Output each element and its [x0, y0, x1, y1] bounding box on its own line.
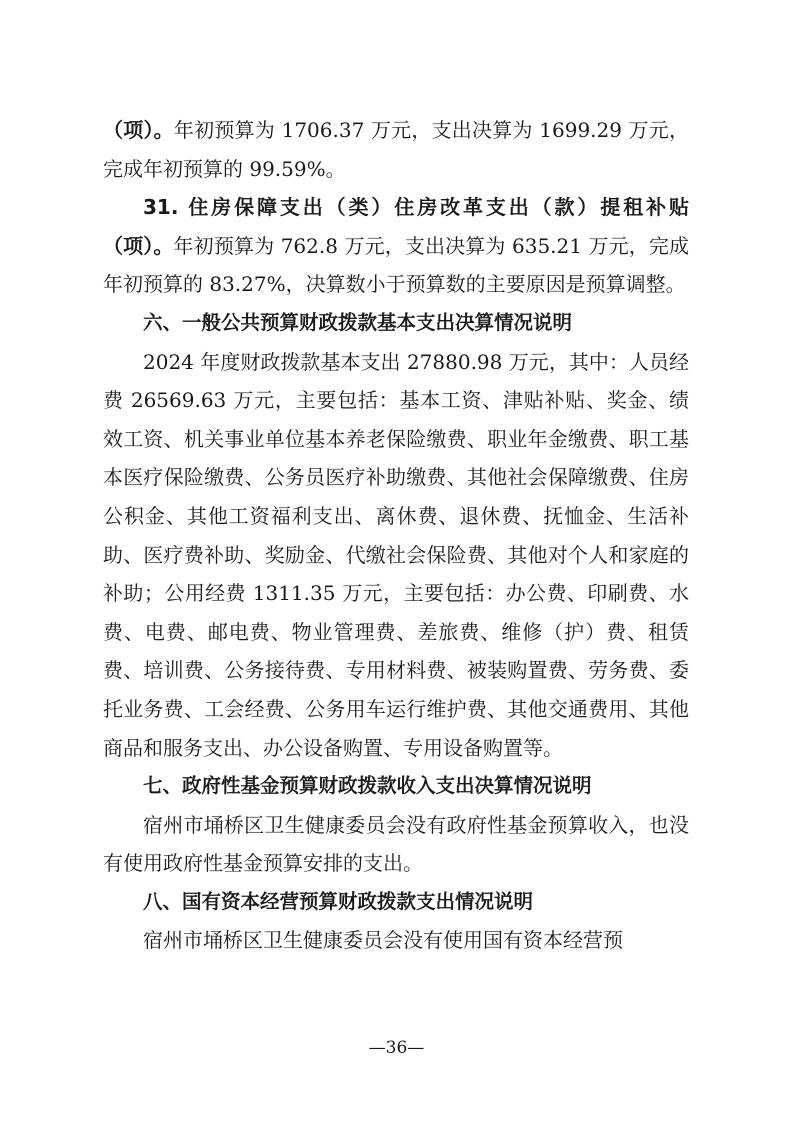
page-number: —36— [368, 1038, 425, 1058]
paragraph-government-fund: 宿州市埇桥区卫生健康委员会没有政府性基金预算收入，也没有使用政府性基金预算安排的支出。 [103, 812, 689, 876]
paragraph-state-capital: 宿州市埇桥区卫生健康委员会没有使用国有资本经营预 [143, 928, 623, 953]
paragraph-basic-expenditure: 2024 年度财政拨款基本支出 27880.98 万元，其中：人员经费 26569.63 万元，主要包括：基本工资、津贴补贴、奖金、绩效工资、机关事业单位基本养老保险缴费、职业年金缴费、职工基本医疗保险缴费、公务员医疗补助缴费、其他社会保障缴费、住房公积金、其他工资福利支出、离休费、退休费、抚恤金、生活补助、医疗费补助、奖励金、代缴社会保险费、其他对个人和家庭的补助；公用经费 1311.35 万元，主要包括：办公费、印刷费、水费、电费、邮电费、物业管理费、差旅费、维修（护）费、租赁费、培训费、公务接待费、专用材料费、被装购置费、劳务费、委托业务费、工会经费、公务用车运行维护费、其他交通费用、其他商品和服务支出、办公设备购置、专用设备购置等。 [103, 349, 689, 760]
paragraph-lead-bold: 31. 住房保障支出（类）住房改革支出（款）提租补贴（项）。 [103, 195, 689, 258]
section-heading-6: 六、一般公共预算财政拨款基本支出决算情况说明 [143, 310, 573, 334]
paragraph-item-30-continued [103, 111, 689, 188]
document-body [103, 111, 689, 960]
section-heading-8: 八、国有资本经营预算财政拨款支出情况说明 [143, 889, 534, 913]
paragraph-lead-bold: （项）。 [103, 118, 174, 142]
paragraph-text: 年初预算为 762.8 万元，支出决算为 635.21 万元，完成年初预算的 83.27%，决算数小于预算数的主要原因是预算调整。 [103, 233, 690, 297]
paragraph-item-31 [103, 188, 689, 304]
paragraph-text: 年初预算为 1706.37 万元，支出决算为 1699.29 万元，完成年初预算的 99.59%。 [103, 118, 690, 181]
section-heading-7: 七、政府性基金预算财政拨款收入支出决算情况说明 [143, 774, 592, 798]
